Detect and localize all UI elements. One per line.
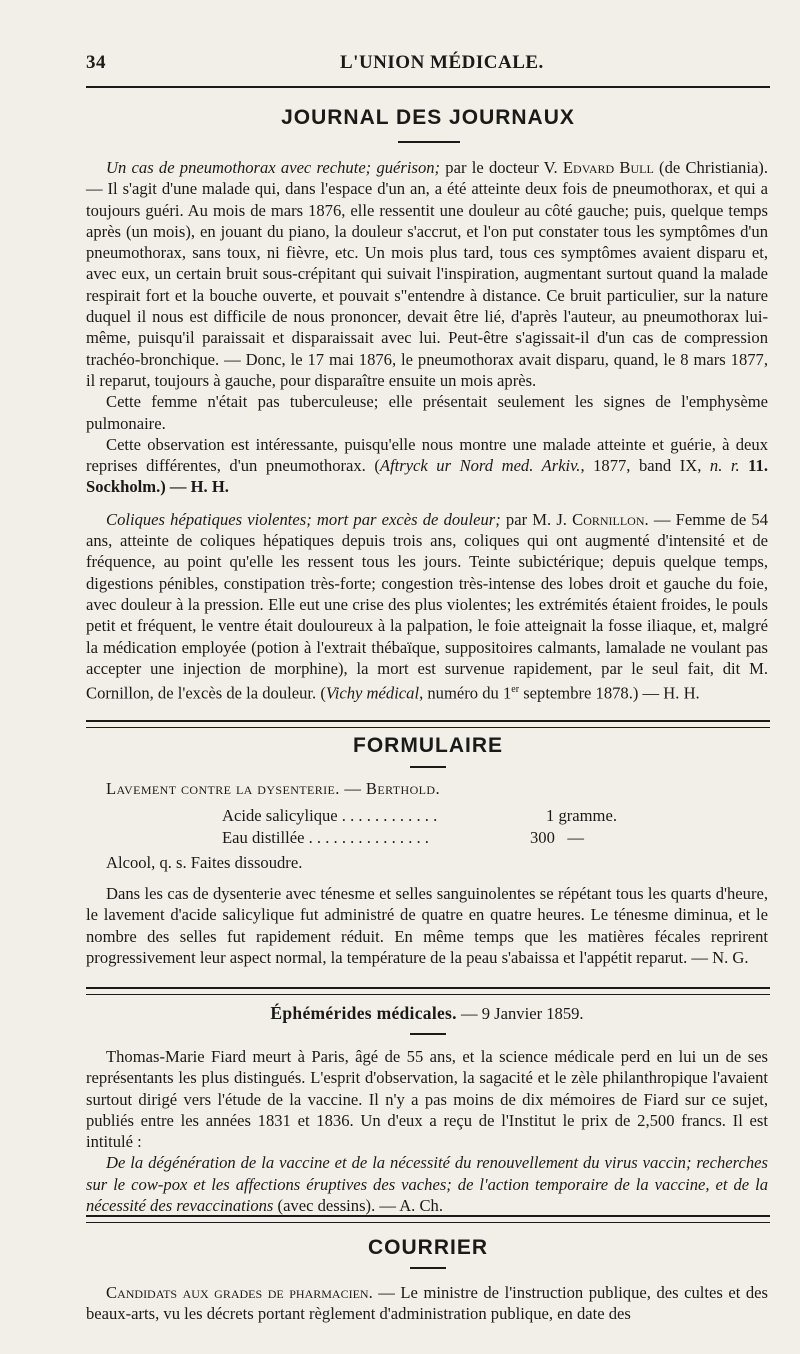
ingredient-quantity: 1 gramme.	[546, 806, 617, 825]
formulaire-title: FORMULAIRE	[353, 734, 503, 757]
article-pneumothorax: Un cas de pneumothorax avec rechute; guérison; par le docteur V. Edvard Bull (de Christiania). — Il s'agit d'une malade qui, dans l'espace d'un an, a été atteinte deux fois de pneumothorax, et qui a toujours guéri. Au mois de mars 1876, elle ressentit une douleur au côté gauche; puis, quelque temps après (un mois), en jouant du piano, la douleur s'accrut, et l'on put constater tous les symptômes d'un pneumothorax, sans toux, ni fièvre, etc. Un mois plus tard, tous ces symptômes avaient disparu et, avec eux, un certain bruit sous-crépitant qui suivait l'inspiration, augmentant surtout quand la malade respirait fort et la bouche ouverte, et pouvait s"entendre à distance. Ce bruit particulier, sur la nature duquel il nous est difficile de nous prononcer, devait être lié, d'après l'auteur, au pneumothorax lui-même, puisqu'il paraissait et disparaissait avec lui. Peut-être s'agissait-il d'un cas de compression trachéo-bronchique. — Donc, le 17 mai 1876, le pneumothorax avait disparu, quand, le 8 mars 1877, il reparut, toujours à gauche, pour disparaître ensuite un mois après.	[86, 158, 768, 390]
journaux-articles	[86, 157, 768, 704]
section-rule	[86, 1215, 770, 1223]
courrier-paragraph: Candidats aux grades de pharmacien. — Le ministre de l'instruction publique, des cultes et des beaux-arts, vu les décrets portant règlement d'administration publique, en date des	[86, 1283, 769, 1324]
ephemerides-text	[86, 1046, 768, 1216]
ephemerides-title: Éphémérides médicales.	[270, 1003, 457, 1023]
courrier-text	[86, 1282, 768, 1325]
formulaire-text	[86, 883, 768, 968]
article-source: Vichy médical	[325, 683, 420, 703]
ephemerides-paragraph: Thomas-Marie Fiard meurt à Paris, âgé de 55 ans, et la science médicale perd en lui un de ses représentants les plus distingués. L'esprit d'observation, la sagacité et le zèle philanthropique l'avaient surtout dirigé vers l'étude de la vaccine. Il n'y a pas moins de dix mémoires de Fiard sur ce sujet, publiés entre les années 1831 et 1836. Un d'eux a reçu de l'Institut le prix de 2,500 francs. Il est intitulé :	[86, 1047, 768, 1152]
running-head	[86, 52, 764, 80]
courrier-title-dash	[410, 1267, 446, 1269]
courrier-lead: Candidats aux grades de pharmacien.	[106, 1283, 373, 1302]
header-rule	[86, 86, 770, 88]
article-coliques: Coliques hépatiques violentes; mort par excès de douleur; par M. J. Cornillon. — Femme de 54 ans, atteinte de coliques hépatiques depuis trois ans, coliques qui ont augmenté d'intensité et de fréquence, au point qu'elle les ressent tous les jours. Teinte subictérique; depuis quelque temps, digestions pénibles, constipation très-forte; congestion très-intense des lobes droit et gauche du foie, avec douleur à la pression. Elle eut une crise des plus violentes; les extrémités étaient froides, le pouls petit et fréquent, le ventre était douloureux à la palpation, le foie atteignait la fosse iliaque, et, malgré la médication employée (potion à l'extrait thébaïque, suppositoires calmants, lamalade ne voulant pas accepter une injection de morphine), la mort est survenue rapidement, par le seul fait, dit M. Cornillon, de l'excès de la douleur. (Vichy médical, numéro du 1er septembre 1878.) — H. H.	[86, 509, 768, 703]
section-rule	[86, 720, 770, 728]
article-paragraph: Cette femme n'était pas tuberculeuse; elle présentait seulement les signes de l'emphysème pulmonaire.	[86, 392, 768, 433]
recipe-instruction: Alcool, q. s. Faites dissoudre.	[106, 853, 303, 872]
formulaire-paragraph: Dans les cas de dysenterie avec ténesme et selles sanguinolentes se répétant tous les quarts d'heure, le lavement d'acide salicylique fut administré de quatre en quatre heures. Le ténesme diminua, et le nombre des selles fut rapidement réduit. En même temps que les matières fécales reprirent progressivement leur aspect normal, la température de la peau s'abaissa et l'appétit reparut. — N. G.	[86, 884, 768, 967]
journal-title: L'UNION MÉDICALE.	[340, 52, 544, 73]
courrier-title: COURRIER	[367, 1236, 488, 1259]
article-title: Coliques hépatiques violentes; mort par excès de douleur;	[106, 509, 501, 529]
ingredient-quantity: 300 —	[530, 828, 584, 847]
article-author: Cornillon	[572, 509, 645, 529]
ingredient-name: Acide salicylique . . . . . . . . . . . .	[222, 806, 438, 825]
ephemerides-date: — 9 Janvier 1859.	[456, 1004, 584, 1023]
section-rule	[86, 987, 770, 995]
ephemerides-dash	[410, 1033, 446, 1035]
page-number: 34	[86, 52, 106, 73]
article-title: Un cas de pneumothorax avec rechute; guérison;	[106, 158, 441, 177]
ephemerides-heading	[86, 1003, 768, 1024]
ephemerides-quote: De la dégénération de la vaccine et de la nécessité du renouvellement du virus vaccin; recherches sur le cow-pox et les affections éruptives des vaches; de l'action temporaire de la vaccine, et de la nécessité des revaccinations (avec dessins). — A. Ch.	[86, 1153, 768, 1216]
article-source: Aftryck ur Nord med. Arkiv.	[379, 456, 581, 476]
recipe-title: Lavement contre la dysenterie. — Berthold.	[106, 779, 441, 798]
article-author: Edvard Bull	[562, 158, 654, 177]
journaux-title: JOURNAL DES JOURNAUX	[281, 106, 575, 129]
ingredient-name: Eau distillée . . . . . . . . . . . . . . .	[222, 828, 429, 847]
formulaire-title-dash	[410, 766, 446, 768]
journaux-title-dash	[398, 141, 460, 143]
article-paragraph: Cette observation est intéressante, puisqu'elle nous montre une malade atteinte et guérie, à deux reprises différentes, d'un pneumothorax. (Aftryck ur Nord med. Arkiv., 1877, band IX, n. r. 11. Sockholm.) — H. H.	[86, 434, 768, 497]
